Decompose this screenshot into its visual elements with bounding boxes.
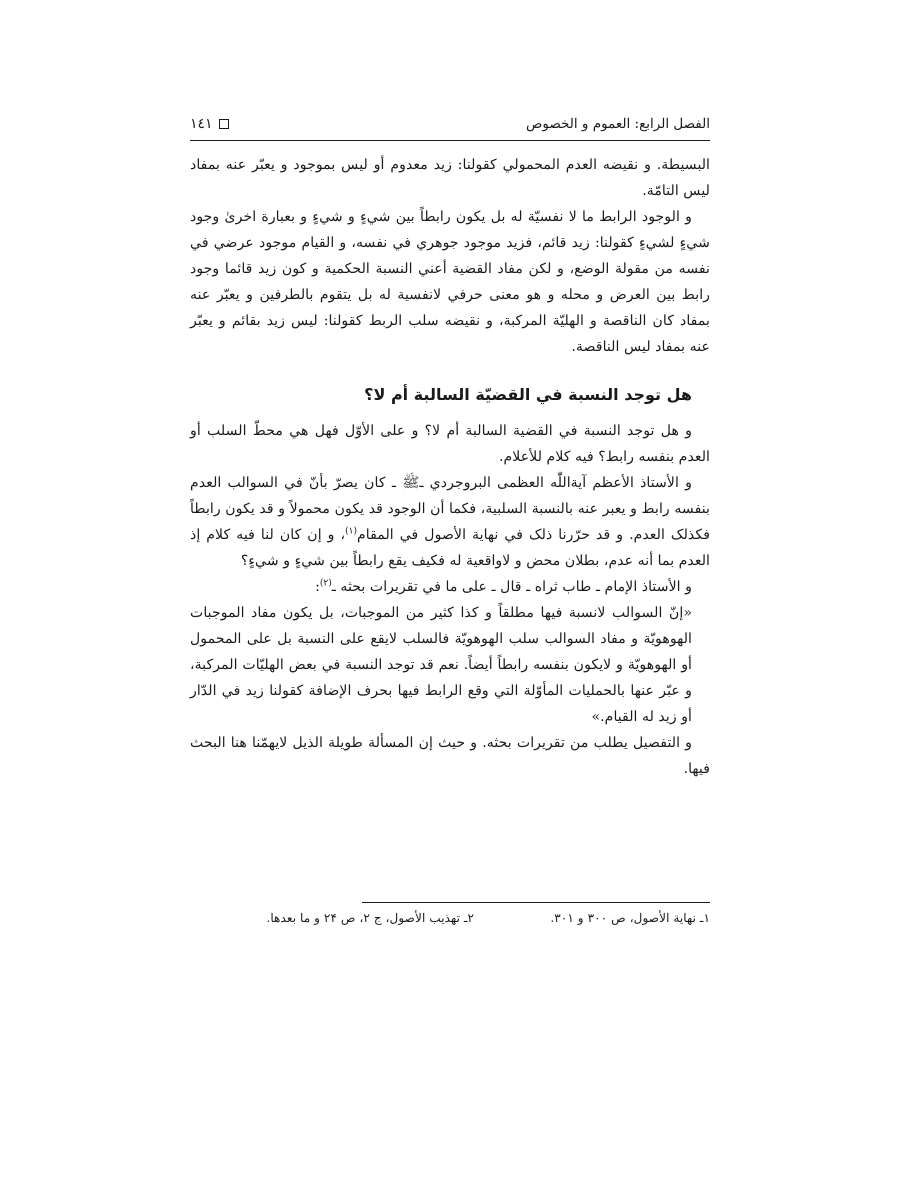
header-divider bbox=[190, 140, 710, 141]
paragraph-3: و هل توجد النسبة في القضية السالبة أم لا؟ و على الأوّل فهل هي محطّ السلب أو العدم بنفسه رابط؟ فيه كلام للأعلام. bbox=[190, 423, 710, 465]
footnote-ref-1[interactable]: (١) bbox=[345, 526, 357, 537]
page-number-group bbox=[190, 113, 229, 135]
honorific-symbol: ﷺ bbox=[402, 475, 420, 491]
paragraph-5-text: و الأستاذ الإمام ـ طاب ثراه ـ قال ـ على ما في تقريرات بحثه ـ bbox=[331, 579, 692, 595]
page-number: ١٤١ bbox=[190, 116, 213, 132]
paragraph-4 bbox=[190, 470, 710, 574]
paragraph-6: و التفصيل يطلب من تقريرات بحثه. و حيث إن المسألة طويلة الذيل لايهمّنا هنا البحث فيها. bbox=[190, 735, 710, 777]
paragraph-2: و الوجود الرابط ما لا نفسيّة له بل يكون رابطاً بين شيءٍ و شيءٍ و بعبارة اخرىٰ وجود شيءٍ لشيءٍ كقولنا: زيد قائم، فزيد موجود جوهري في نفسه، و القيام موجود عرضي في نفسه من مقولة الوضع، و لكن مفاد القضية أعني النسبة الحكمية و كون زيد قائما وجود رابط بين العرض و محله و هو معنى حرفي لانفسية له بل يتقوم بالطرفين و يعبّر عنه بمفاد كان الناقصة و الهليّة المركبة، و نقيضه سلب الربط كقولنا: ليس زيد بقائم و يعبّر عنه بمفاد ليس الناقصة. bbox=[190, 209, 710, 355]
footnote-1: ١ـ نهاية الأصول، ص ٣٠٠ و ٣٠١. bbox=[550, 911, 710, 925]
main-text bbox=[190, 152, 710, 782]
paragraph-5 bbox=[190, 574, 710, 600]
section-heading: هل توجد النسبة في القضيّة السالبة أم لا؟ bbox=[364, 385, 692, 404]
paragraph-1: البسيطة. و نقيضه العدم المحمولي كقولنا: زيد معدوم أو ليس بموجود و يعبّر عنه بمفاد ليس التامّة. bbox=[190, 157, 710, 199]
paragraph-4-part-c: ، و إن كان لنا فيه كلام إذ العدم بما أنه عدم، بطلان محض و لاواقعية له فكيف يقع رابطاً بين شيءٍ و شيءٍ؟ bbox=[190, 527, 710, 569]
paragraph-5-end: : bbox=[315, 579, 320, 595]
running-head bbox=[190, 113, 710, 135]
footnote-2: ٢ـ تهذيب الأصول، ج ٢، ص ٢۴ و ما بعدها. bbox=[266, 911, 474, 925]
block-quote: «إنّ السوالب لانسبة فيها مطلقاً و كذا كثير من الموجبات، بل يكون مفاد الموجبات الهوهويّة و مفاد السوالب سلب الهوهويّة فالسلب لايقع على النسبة بل على المحمول أو الهوهويّة و لايكون بنفسه رابطاً أيضاً. نعم قد توجد النسبة في بعض الهليّات المركبة، و عبّر عنها بالحمليات المأوّلة التي وقع الرابط فيها بحرف الإضافة كقولنا زيد في الدّار أو زيد له القيام.» bbox=[190, 605, 692, 725]
chapter-title: الفصل الرابع: العموم و الخصوص bbox=[526, 116, 710, 132]
paragraph-4-part-a: و الأستاذ الأعظم آيةاللّٰه العظمى البروجردي ـ bbox=[419, 475, 693, 491]
paragraph-4-part-b: ـ كان يصرّ بأنّ في السوالب العدم بنفسه رابط و يعبر عنه بالنسبة السلبية، فكما أن الوجود قد يكون محمولاً و قد يكون رابطاً فكذلک العدم. و قد حرّرنا ذلک في نهاية الأصول في المقام bbox=[190, 475, 710, 543]
footnote-divider bbox=[362, 902, 710, 903]
footnote-ref-2[interactable]: (٢) bbox=[319, 578, 332, 589]
square-outline-icon bbox=[219, 119, 229, 129]
